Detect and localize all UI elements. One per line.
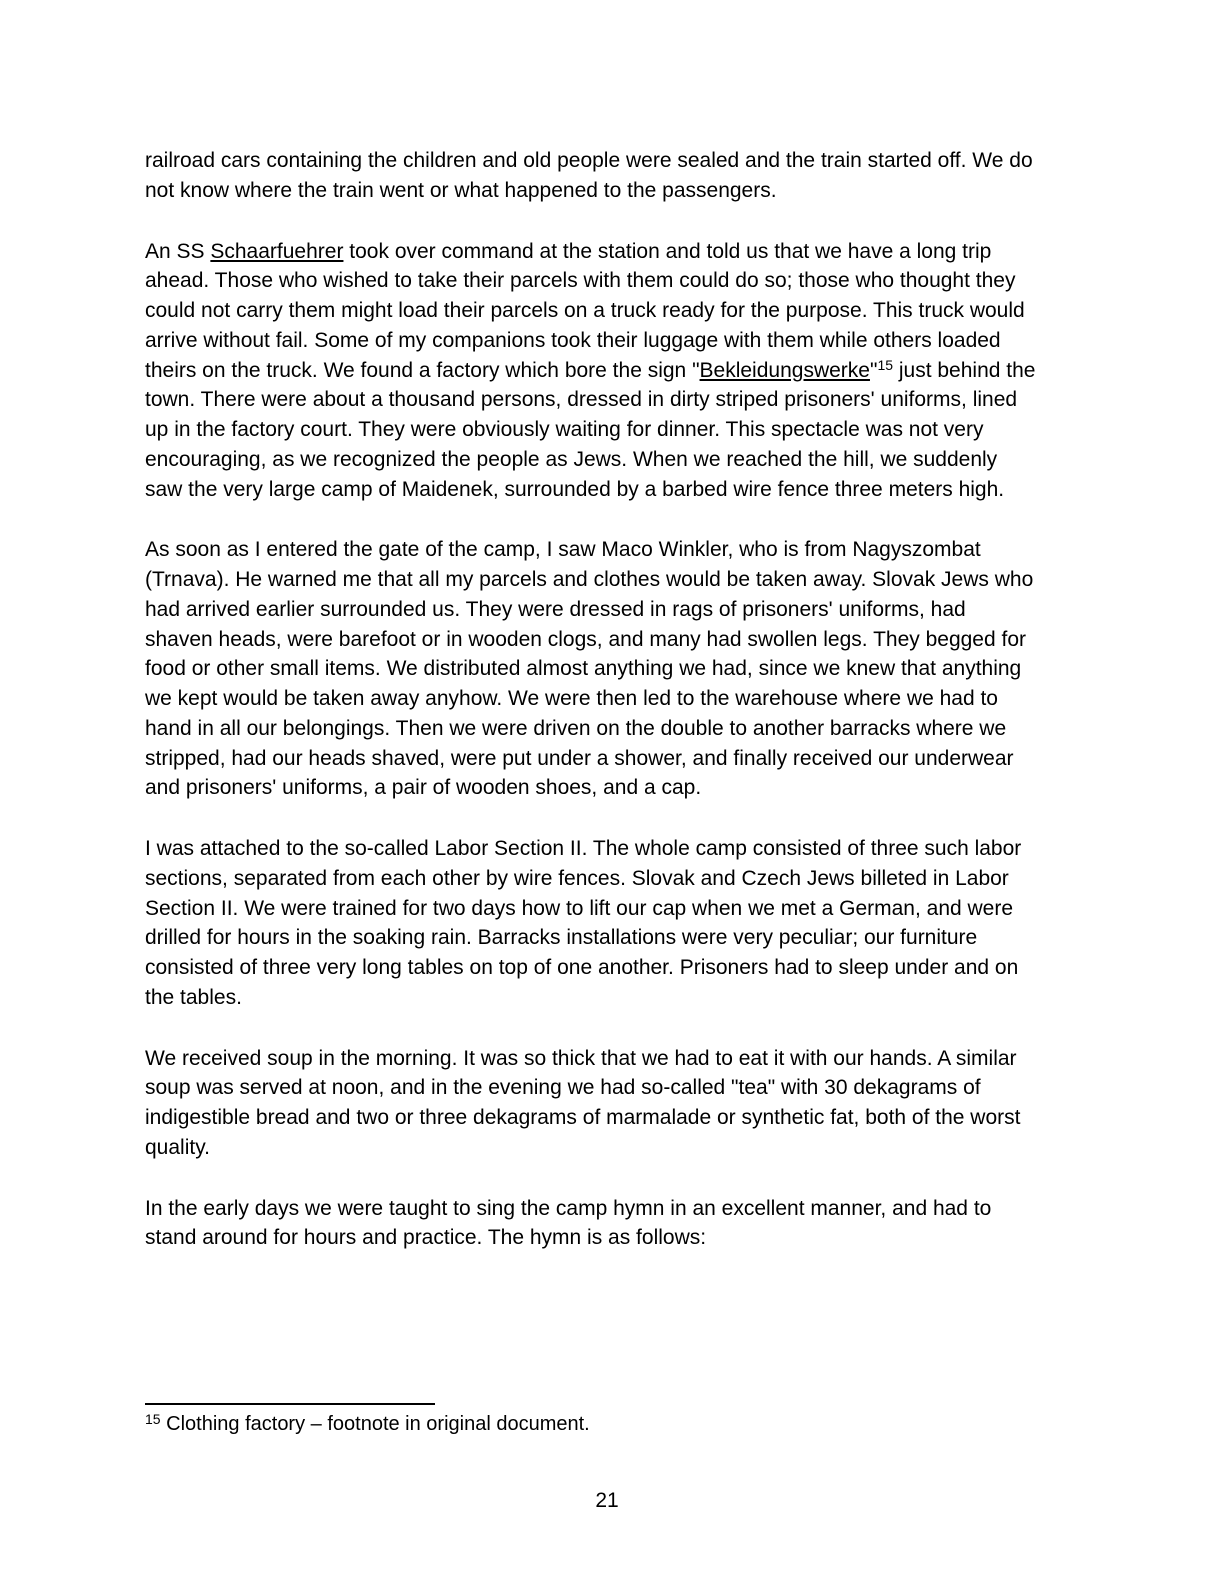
text-line: (Trnava). He warned me that all my parcels and clothes would be taken away. Slovak Jews who bbox=[145, 568, 1034, 591]
underlined-term: Bekleidungswerke bbox=[699, 358, 870, 382]
paragraph bbox=[145, 535, 1095, 803]
text-line: I was attached to the so-called Labor Section II. The whole camp consisted of three such labor bbox=[145, 837, 1022, 860]
paragraph bbox=[145, 1044, 1095, 1163]
page-number: 21 bbox=[595, 1489, 619, 1512]
text-line: and prisoners' uniforms, a pair of wooden shoes, and a cap. bbox=[145, 776, 702, 800]
footnote bbox=[145, 1403, 590, 1437]
text-line: food or other small items. We distributed almost anything we had, since we knew that anything bbox=[145, 657, 1022, 681]
text-line: the tables. bbox=[145, 985, 242, 1009]
footnote-reference: 15 bbox=[877, 356, 894, 373]
text-line: saw the very large camp of Maidenek, surrounded by a barbed wire fence three meters high. bbox=[145, 477, 1005, 501]
footnote-separator-line bbox=[145, 1403, 435, 1405]
text-line: An SS Schaarfuehrer took over command at the station and told us that we have a long trip bbox=[145, 239, 992, 263]
footnote-marker: 15 bbox=[145, 1411, 161, 1427]
text-line: quality. bbox=[145, 1135, 210, 1159]
text-line: stripped, had our heads shaved, were put under a shower, and finally received our underwear bbox=[145, 746, 1014, 770]
text-line: arrive without fail. Some of my companions took their luggage with them while others loaded bbox=[145, 328, 1001, 352]
text-line: could not carry them might load their parcels on a truck ready for the purpose. This truck would bbox=[145, 299, 1025, 322]
paragraph bbox=[145, 237, 1095, 505]
text-line: theirs on the truck. We found a factory which bore the sign "Bekleidungswerke"$^{15}$ just behind the bbox=[145, 356, 1036, 382]
text-line: not know where the train went or what happened to the passengers. bbox=[145, 178, 777, 202]
text-line: As soon as I entered the gate of the camp, I saw Maco Winkler, who is from Nagyszombat bbox=[145, 538, 981, 562]
paragraph bbox=[145, 1194, 1095, 1254]
text-line: shaven heads, were barefoot or in wooden clogs, and many had swollen legs. They begged for bbox=[145, 627, 1027, 651]
document-body bbox=[145, 146, 1095, 1253]
underlined-term: Schaarfuehrer bbox=[210, 239, 344, 263]
text-line: had arrived earlier surrounded us. They were dressed in rags of prisoners' uniforms, had bbox=[145, 597, 966, 621]
paragraph bbox=[145, 834, 1095, 1013]
text-line: In the early days we were taught to sing the camp hymn in an excellent manner, and had to bbox=[145, 1196, 992, 1220]
text-line: town. There were about a thousand persons, dressed in dirty striped prisoners' uniforms, lined bbox=[145, 388, 1018, 412]
text-line: encouraging, as we recognized the people as Jews. When we reached the hill, we suddenly bbox=[145, 447, 998, 471]
text-line: indigestible bread and two or three dekagrams of marmalade or synthetic fat, both of the worst bbox=[145, 1106, 1021, 1129]
text-line: ahead. Those who wished to take their parcels with them could do so; those who thought they bbox=[145, 269, 1016, 293]
text-line: We received soup in the morning. It was so thick that we had to eat it with our hands. A similar bbox=[145, 1046, 1017, 1070]
text-line: Section II. We were trained for two days how to lift our cap when we met a German, and were bbox=[145, 896, 1014, 920]
text-line: hand in all our belongings. Then we were driven on the double to another barracks where we bbox=[145, 716, 1007, 740]
text-line: soup was served at noon, and in the evening we had so-called "tea" with 30 dekagrams of bbox=[145, 1076, 981, 1100]
text-line: stand around for hours and practice. The hymn is as follows: bbox=[145, 1226, 707, 1250]
text-line: railroad cars containing the children and old people were sealed and the train started off. We do bbox=[145, 149, 1033, 172]
footnote-label: Clothing factory – footnote in original document. bbox=[166, 1413, 590, 1435]
text-line: consisted of three very long tables on top of one another. Prisoners had to sleep under and on bbox=[145, 956, 1019, 979]
text-line: drilled for hours in the soaking rain. Barracks installations were very peculiar; our furniture bbox=[145, 926, 978, 950]
paragraph bbox=[145, 146, 1095, 206]
text-line: up in the factory court. They were obviously waiting for dinner. This spectacle was not very bbox=[145, 418, 984, 441]
text-line: sections, separated from each other by wire fences. Slovak and Czech Jews billeted in Labor bbox=[145, 866, 1009, 890]
text-line: we kept would be taken away anyhow. We were then led to the warehouse where we had to bbox=[145, 687, 998, 710]
footnote-text bbox=[145, 1411, 590, 1437]
